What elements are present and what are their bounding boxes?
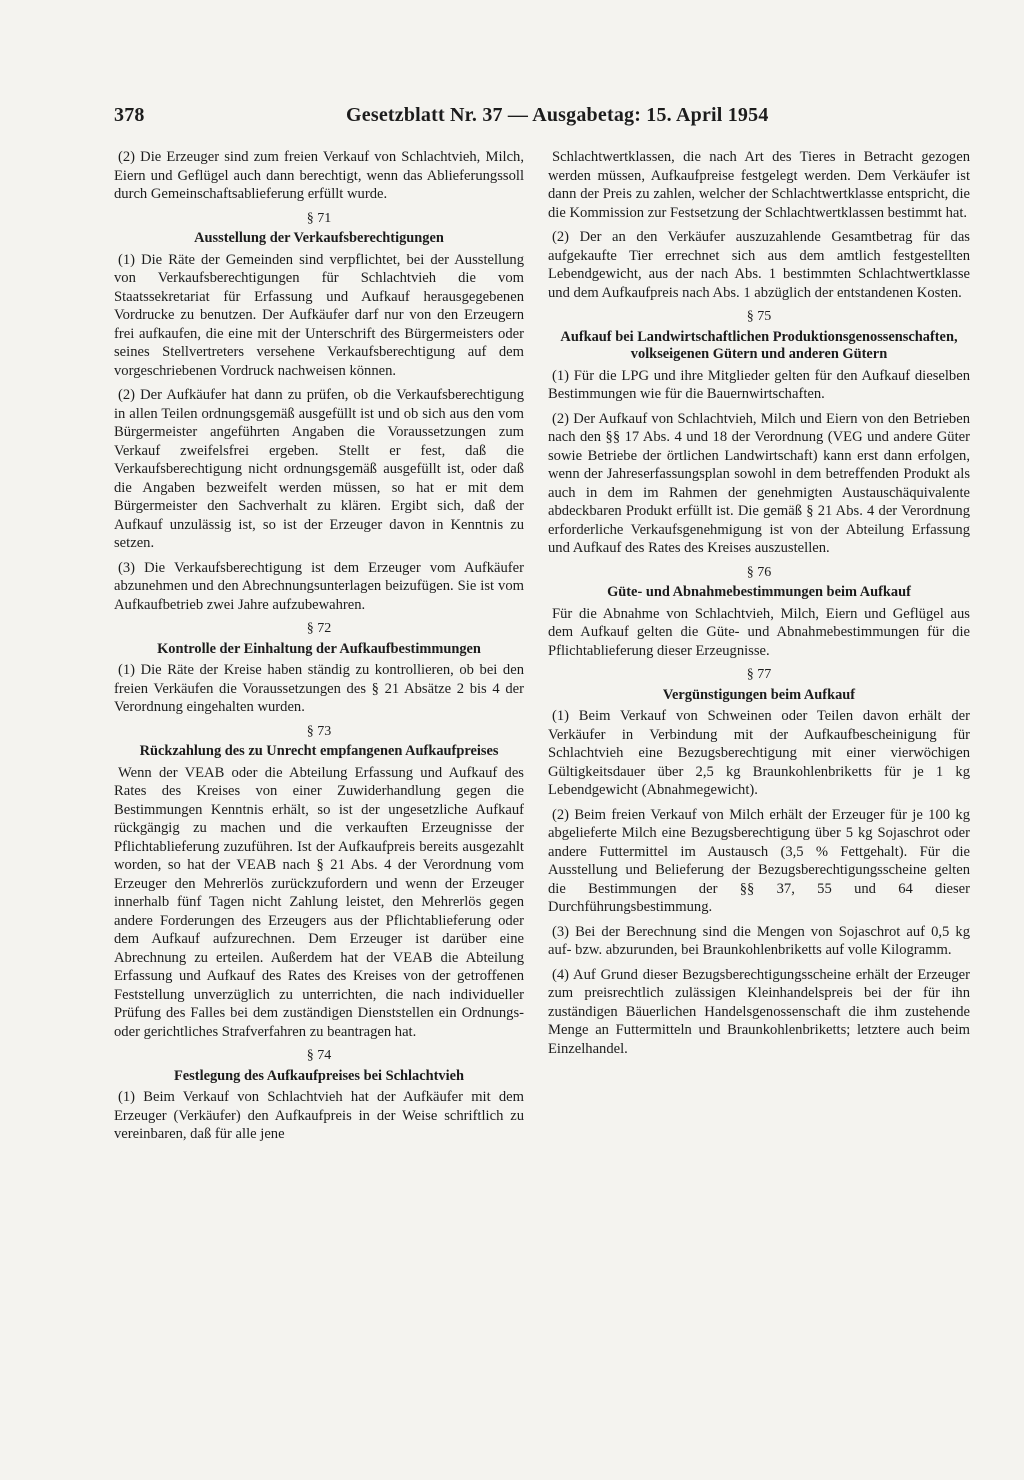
section-number: § 77: [746, 667, 772, 682]
paragraph: (3) Bei der Berechnung sind die Mengen von Sojaschrot auf 0,5 kg auf- bzw. abzurunden, bei Braunkohlenbriketts auf volle Kilogramm.: [548, 923, 970, 958]
section-number: § 76: [746, 564, 772, 580]
paragraph: (1) Die Räte der Kreise haben ständig zu kontrollieren, ob bei den freien Verkäufen die Voraussetzungen des § 21 Absätze 2 bis 4 der Verordnung eingehalten wurden.: [114, 662, 524, 715]
paragraph: Schlachtwertklassen, die nach Art des Tieres in Betracht gezogen werden müssen, Aufkaufpreise festgelegt werden. Dem Verkäufer ist dann der Preis zu zahlen, welcher der Schlachtwertklasse entspricht, die die Kommission zur Festsetzung der Schlachtwertklassen bestimmt hat.: [548, 149, 970, 221]
section-title: Ausstellung der Verkaufsberechtigungen: [194, 230, 444, 246]
section-title: Güte- und Abnahmebestimmungen beim Aufkauf: [607, 584, 911, 600]
page-number: 378: [114, 104, 145, 126]
section-title: Festlegung des Aufkaufpreises bei Schlachtvieh: [174, 1067, 464, 1084]
section-number: § 73: [306, 723, 332, 739]
section-number: § 74: [306, 1048, 332, 1063]
section-title: Kontrolle der Einhaltung der Aufkaufbestimmungen: [157, 640, 481, 657]
paragraph: (1) Die Räte der Gemeinden sind verpflichtet, bei der Ausstellung von Verkaufsberechtigungen für Schlachtvieh die vom Staatssekretariat für Erfassung und Aufkauf herausgegebenen Vordrucke zu benutzen. Der Aufkäufer darf nur von den Erzeugern frei aufkaufen, die eine mit der Unterschrift des Bürgermeisters oder seines Stellvertreters versehene Verkaufsberechtigung auf dem vorgeschriebenen Vordruck nachweisen können.: [114, 251, 524, 379]
paragraph: (3) Die Verkaufsberechtigung ist dem Erzeuger vom Aufkäufer abzunehmen und den Abrechnungsunterlagen beizufügen. Sie ist vom Aufkaufbetrieb zwei Jahre aufzubewahren.: [114, 559, 524, 613]
left-column: [114, 148, 524, 1150]
section-number: § 71: [306, 210, 332, 226]
paragraph: (1) Beim Verkauf von Schlachtvieh hat der Aufkäufer mit dem Erzeuger (Verkäufer) den Aufkaufpreis in der Weise schriftlich zu vereinbaren, daß für alle jene: [114, 1089, 524, 1142]
paragraph: (2) Der an den Verkäufer auszuzahlende Gesamtbetrag für das aufgekaufte Tier errechnet sich aus dem amtlich festgestellten Lebendgewicht, aus der nach Abs. 1 bestimmten Schlachtwertklasse und dem Aufkaufpreis nach Abs. 1 abzüglich der entstandenen Kosten.: [548, 229, 970, 301]
paragraph: (2) Der Aufkauf von Schlachtvieh, Milch und Eiern von den Betrieben nach den §§ 17 Abs. 4 und 18 der Verordnung (VEG und andere Güter sowie Betriebe der örtlichen Landwirtschaft) kann erst dann erfolgen, wenn der Jahreserfassungsplan sowohl in dem betreffenden Produkt als auch in dem im Rahmen der genehmigten Austauschäquivalente abdeckbaren Produkt erfüllt ist. Die gemäß § 21 Abs. 4 der Verordnung erforderliche Verkaufsgenehmigung ist von der Abteilung Erfassung und Aufkauf des Rates des Kreises auszustellen.: [548, 410, 970, 556]
paragraph: (2) Der Aufkäufer hat dann zu prüfen, ob die Verkaufsberechtigung in allen Teilen ordnungsgemäß ausgefüllt ist und ob sich aus den vom Bürgermeister angeführten Angaben die Voraussetzungen zum Verkauf zweifelsfrei ergeben. Stellt er fest, daß die Verkaufsberechtigung nicht ordnungsgemäß ausgefüllt ist, oder daß die Angaben bezweifelt werden müssen, so hat er mit dem Bürgermeister den Sachverhalt zu klären. Ergibt sich, daß der Aufkauf unzulässig ist, so ist der Erzeuger davon in Kenntnis zu setzen.: [114, 387, 524, 551]
page-header: [114, 104, 958, 128]
paragraph: Für die Abnahme von Schlachtvieh, Milch, Eiern und Geflügel aus dem Aufkauf gelten die Güte- und Abnahmebestimmungen für die Pflichtablieferung dieser Erzeugnisse.: [548, 605, 970, 659]
section-number: § 75: [746, 309, 772, 324]
paragraph: (1) Beim Verkauf von Schweinen oder Teilen davon erhält der Verkäufer in Verbindung mit der Aufkaufbescheinigung für Schlachtvieh eine Bezugsberechtigung mit einer vierwöchigen Gültigkeitsdauer über 2,5 kg Braunkohlenbriketts für je 1 kg Lebendgewicht (Abnahmegewicht).: [548, 708, 970, 798]
section-title: Aufkauf bei Landwirtschaftlichen Produktionsgenossenschaften, volkseigenen Gütern und anderen Gütern: [560, 328, 958, 362]
paragraph: (2) Die Erzeuger sind zum freien Verkauf von Schlachtvieh, Milch, Eiern und Geflügel auch dann berechtigt, wenn das Ablieferungssoll durch Gemeinschaftsablieferung erfüllt wurde.: [114, 149, 524, 202]
running-head: Gesetzblatt Nr. 37 — Ausgabetag: 15. April 1954: [346, 104, 769, 126]
right-column: [548, 148, 970, 1064]
section-title: Vergünstigungen beim Aufkauf: [662, 686, 856, 703]
paragraph: (1) Für die LPG und ihre Mitglieder gelten für den Aufkauf dieselben Bestimmungen wie für die Bauernwirtschaften.: [548, 367, 970, 402]
section-number: § 72: [306, 621, 332, 636]
paragraph: (2) Beim freien Verkauf von Milch erhält der Erzeuger für je 100 kg abgelieferte Milch eine Bezugsberechtigung über 5 kg Sojaschrot oder andere Futtermittel im Austausch (3,5 % Fettgehalt). Für die Ausstellung und Belieferung der Bezugsberechtigungsscheine gelten die Bestimmungen der §§ 37, 55 und 64 dieser Durchführungsbestimmung.: [548, 806, 970, 915]
paragraph: Wenn der VEAB oder die Abteilung Erfassung und Aufkauf des Rates des Kreises von einer Zuwiderhandlung gegen die Bestimmungen Kenntnis erhält, so ist der ungesetzliche Aufkauf rückgängig zu machen und die verkauften Erzeugnisse der Pflichtablieferung zuzuführen. Ist der Aufkaufpreis bereits ausgezahlt worden, so hat der VEAB nach § 21 Abs. 4 der Verordnung vom Erzeuger den Mehrerlös zurückzufordern und wenn der Erzeuger innerhalb fünf Tagen nicht Zahlung leistet, den Mehrerlös gegen andere Forderungen des Erzeugers aus der Pflichtablieferung oder dem Aufkauf aufzurechnen. Dem Erzeuger ist darüber eine Abrechnung zu erteilen. Außerdem hat der VEAB die Abteilung Erfassung und Aufkauf des Rates des Kreises von der getroffenen Feststellung unverzüglich zu unterrichten, die nach individueller Prüfung des Falles bei dem zuständigen Dienststellen ein Ordnungs- oder gerichtliches Strafverfahren zu beantragen hat.: [114, 764, 524, 1040]
paragraph: (4) Auf Grund dieser Bezugsberechtigungsscheine erhält der Erzeuger zum preisrechtlich zulässigen Kleinhandelspreis bei der für ihn zuständigen Bäuerlichen Handelsgenossenschaft die ihm zustehende Menge an Futtermitteln und Braunkohlenbriketts; letztere auch beim Einzelhandel.: [548, 966, 970, 1057]
section-title: Rückzahlung des zu Unrecht empfangenen Aufkaufpreises: [139, 743, 499, 759]
